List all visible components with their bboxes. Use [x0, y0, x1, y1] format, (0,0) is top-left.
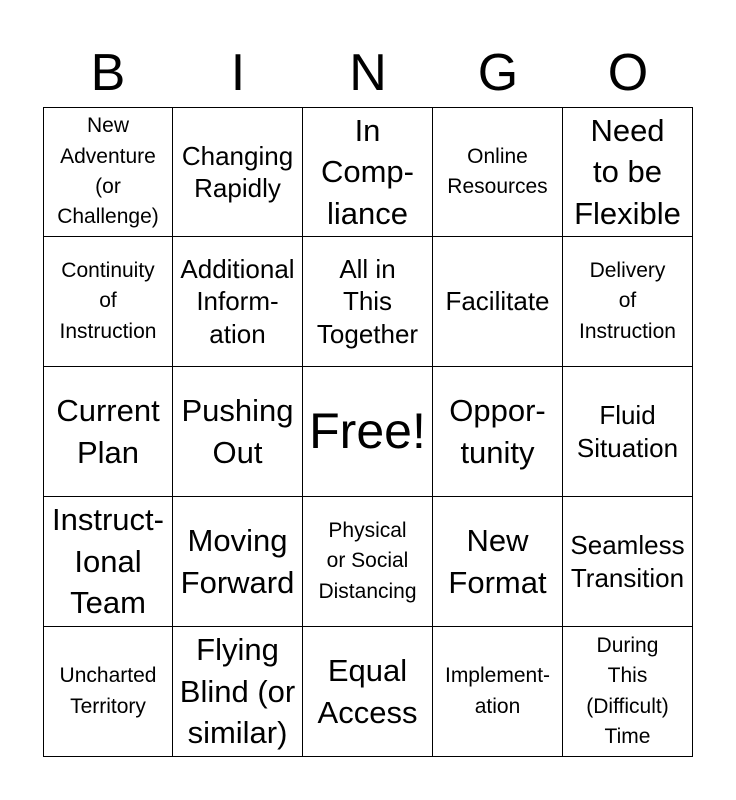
bingo-cell[interactable]: Current Plan [43, 367, 173, 497]
bingo-cell[interactable]: Need to be Flexible [563, 107, 693, 237]
header-letter-i: I [230, 44, 246, 102]
bingo-cell[interactable]: Oppor- tunity [433, 367, 563, 497]
bingo-cell[interactable]: New Adventure (or Challenge) [43, 107, 173, 237]
bingo-header [43, 40, 693, 106]
bingo-cell[interactable]: Fluid Situation [563, 367, 693, 497]
bingo-cell[interactable]: Facilitate [433, 237, 563, 367]
bingo-cell[interactable]: Uncharted Territory [43, 627, 173, 757]
free-space-cell[interactable]: Free! [303, 367, 433, 497]
bingo-board [43, 107, 693, 757]
bingo-cell[interactable]: During This (Difficult) Time [563, 627, 693, 757]
header-letter-o: O [607, 44, 649, 102]
bingo-cell[interactable]: Seamless Transition [563, 497, 693, 627]
bingo-cell[interactable]: Flying Blind (or similar) [173, 627, 303, 757]
bingo-cell[interactable]: Continuity of Instruction [43, 237, 173, 367]
bingo-cell[interactable]: Additional Inform- ation [173, 237, 303, 367]
bingo-cell[interactable]: Physical or Social Distancing [303, 497, 433, 627]
header-letter-b: B [90, 44, 126, 102]
bingo-cell[interactable]: Equal Access [303, 627, 433, 757]
bingo-cell[interactable]: Implement- ation [433, 627, 563, 757]
bingo-cell[interactable]: Online Resources [433, 107, 563, 237]
bingo-cell[interactable]: Moving Forward [173, 497, 303, 627]
header-letter-g: G [477, 44, 519, 102]
bingo-cell[interactable]: New Format [433, 497, 563, 627]
header-letter-n: N [349, 44, 387, 102]
bingo-cell[interactable]: Delivery of Instruction [563, 237, 693, 367]
bingo-cell[interactable]: All in This Together [303, 237, 433, 367]
bingo-cell[interactable]: In Comp- liance [303, 107, 433, 237]
bingo-cell[interactable]: Changing Rapidly [173, 107, 303, 237]
bingo-cell[interactable]: Pushing Out [173, 367, 303, 497]
bingo-cell[interactable]: Instruct- Ional Team [43, 497, 173, 627]
